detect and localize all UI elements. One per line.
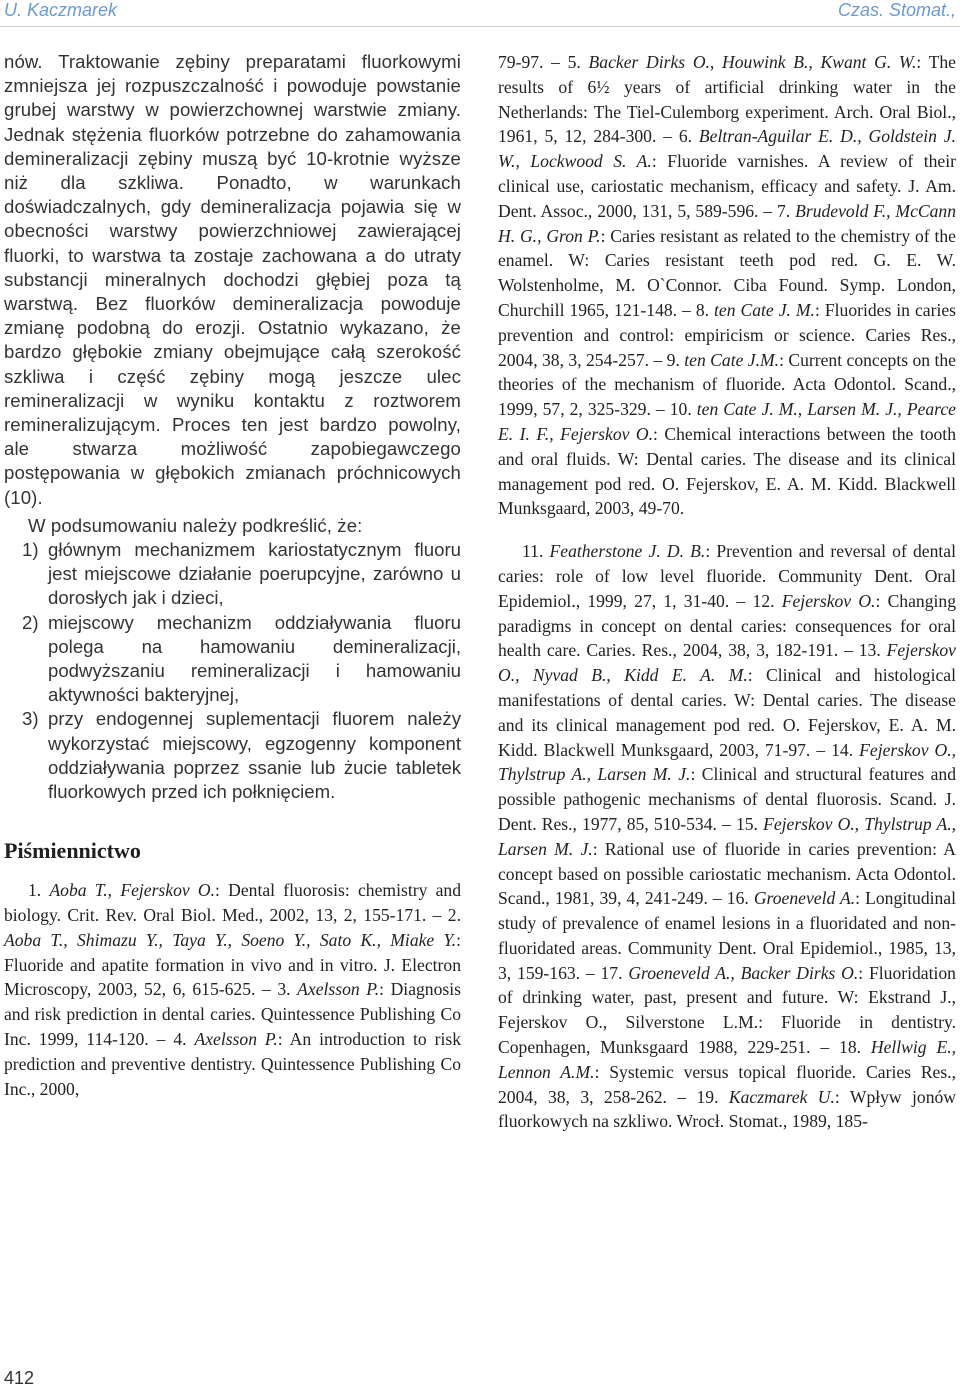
reference-authors: Hellwig E., Lennon A.M. [498,1037,956,1082]
reference-text: : Caries resistant as related to the chemistry of the enamel. W: Caries resistant teeth pod red. G. E. W. Wolstenholme, M. O`Connor. Ciba Found. Symp. London, Churchill 1965, 121-148. – 8. [498,225,956,320]
paragraph-gap [498,521,956,539]
reference-authors: Featherstone J. D. B. [549,541,706,562]
summary-item-3: 3) przy endogennej suplementacji fluorem należy wykorzystać miejscowy, egzogenny komponent oddziaływania poprzez ssanie lub żucie tabletek fluorkowych przed ich połknięciem. [22,708,461,803]
reference-authors: Axelsson P. [297,979,380,1000]
reference-text: 1. [28,880,50,901]
reference-authors: Fejerskov O., Thylstrup A., Larsen M. J. [498,813,956,859]
right-column [498,50,956,1134]
running-header [0,0,960,26]
reference-authors: Groeneveld A. [753,888,856,909]
reference-authors: Backer Dirks O., Houwink B., Kwant G. W. [588,52,917,72]
summary-item-2: 2) miejscowy mechanizm oddziaływania fluoru polega na hamowaniu demineralizacji, podwyższaniu remineralizacji i hamowaniu aktywności bakteryjnej, [22,611,461,706]
reference-authors: ten Cate J. M. [714,299,815,320]
reference-text: : Current concepts on the theories of the mechanism of fluoride. Acta Odontol. Scand., 1999, 57, 2, 325-329. – 10. [498,349,956,420]
reference-text: : Longitudinal study of prevalence of enamel lesions in a fluoridated and non-fluoridated areas. Community Dent. Oral Epidemiol., 1985, 13, 3, 159-163. – 17. [498,888,956,983]
reference-text: : Fluoridation of drinking water, past, present and future. W: Ekstrand J., Fejerskov O., Silverstone L.M.: Fluoride in dentistry. Copenhagen, Munksgaard 1988, 229-251. – 18. [498,962,956,1058]
reference-authors: Aoba T., Fejerskov O. [49,880,216,901]
reference-authors: Fejerskov O., Nyvad B., Kidd E. A. M. [498,640,956,686]
reference-text: : Wpływ jonów fluorkowych na szkliwo. Wrocł. Stomat., 1989, 185- [498,1086,956,1132]
reference-authors: Fejerskov O., Thylstrup A., Larsen M. J. [498,739,957,785]
reference-text: 79-97. – 5. [498,52,589,72]
reference-text: : Diagnosis and risk prediction in dental caries. Quintessence Publishing Co Inc. 1999, 114-120. – 4. [4,979,461,1050]
reference-text: : Clinical and histological manifestations of dental caries. W: Dental caries. The disease and its clinical management pod red. O. Fejerskov, E. A. M. Kidd. Blackwell Munksgaard, 2003, 71-97. – 14. [498,665,956,760]
reference-authors: ten Cate J.M. [684,349,780,370]
reference-authors: Kaczmarek U. [728,1086,835,1107]
reference-text: : Prevention and reversal of dental caries: role of low level fluoride. Community Dent. Oral Epidemiol., 1999, 27, 1, 31-40. – 12. [498,541,956,611]
reference-text: : Fluoride varnishes. A review of their clinical use, cariostatic mechanism, efficacy and safety. J. Am. Dent. Assoc., 2000, 131, 5, 589-596. – 7. [498,151,956,221]
references-block-right-a [498,50,956,521]
reference-text: : Fluoride and apatite formation in vivo and in vitro. J. Electron Microscopy, 2003, 52, 6, 615-625. – 3. [4,929,461,1000]
reference-authors: Beltran-Aguilar E. D., Goldstein J. W., Lockwood S. A. [498,126,956,172]
reference-text: : Fluorides in caries prevention and control: empiricism or science. Caries Res., 2004, 38, 3, 254-257. – 9. [498,299,956,370]
summary-item-1: 1) głównym mechanizmem kariostatycznym fluoru jest miejscowe działanie poerupcyjne, zarówno u dorosłych jak i dzieci, [22,539,461,609]
reference-text: : Systemic versus topical fluoride. Caries Res., 2004, 38, 3, 258-262. – 19. [498,1061,957,1107]
reference-text: : The results of 6½ years of artificial drinking water in the Netherlands: The Tiel-Culemborg experiment. Arch. Oral Biol., 1961, 5, 12, 284-300. – 6. [498,52,956,147]
reference-text: : Chemical interactions between the tooth and oral fluids. W: Dental caries. The disease and its clinical management pod red. O. Fejerskov, E. A. M. Kidd. Blackwell Munksgaard, 2003, 49-70. [498,423,956,519]
page-number: 412 [4,1368,35,1388]
reference-text: : Dental fluorosis: chemistry and biology. Crit. Rev. Oral Biol. Med., 2002, 13, 2, 155-171. – 2. [4,880,462,926]
reference-authors: Brudevold F., McCann H. G., Gron P. [498,200,957,246]
references-block-left [4,878,461,1101]
summary-intro: W podsumowaniu należy podkreślić, że: [28,514,363,536]
reference-text: 11. [522,541,550,562]
summary-list [4,538,461,804]
left-column [4,50,461,1101]
reference-authors: Groeneveld A., Backer Dirks O. [628,962,859,983]
references-heading: Piśmiennictwo [4,838,141,864]
references-block-right-b [498,539,956,1134]
reference-text: : Clinical and structural features and possible pathogenic mechanisms of dental fluorosis. Scand. J. Dent. Res., 1977, 85, 510-534. – 15. [498,764,956,834]
header-divider [0,26,960,27]
reference-authors: Aoba T., Shimazu Y., Taya Y., Soeno Y., Sato K., Miake Y. [4,929,457,950]
reference-text: : An introduction to risk prediction and preventive dentistry. Quintessence Publishing Co Inc., 2000, [4,1029,461,1099]
reference-authors: Axelsson P. [194,1029,278,1050]
body-paragraph: nów. Traktowanie zębiny preparatami fluorkowymi zmniejsza jej rozpuszczalność i powoduje powstanie grubej warstwy w powierzchownej warstwie zmiany. Jednak stężenia fluorków potrzebne do zahamowania demineralizacji zębiny muszą być 10-krotnie wyższe niż dla szkliwa. Ponadto, w warunkach doświadczalnych, gdy demineralizacja pojawia się w obecności warstwy powierzchniowej zawierającej fluorki, to warstwa ta zostaje zachowana a do utraty substancji mineralnych dochodzi głębiej poza tą warstwą. Bez fluorków demineralizacja powoduje zmianę podobną do erozji. Ostatnio wykazano, że bardzo głębokie zmiany obejmujące całą szerokość szkliwa i część zębiny mogą jeszcze ulec remineralizacji w wyniku kontaktu z roztworem remineralizującym. Proces ten jest bardzo powolny, ale stwarza możliwość zapobiegawczego postępowania w głębokich zmianach próchnicowych (10). [4,51,461,508]
header-journal: Czas. Stomat., [837,0,956,20]
reference-authors: ten Cate J. M., Larsen M. J., Pearce E. I. F., Fejerskov O. [498,399,956,444]
reference-authors: Fejerskov O. [781,590,876,611]
reference-text: : Changing paradigms in concept on dental caries: consequences for oral health care. Caries. Res., 2004, 38, 3, 182-191. – 13. [498,590,956,661]
reference-text: : Rational use of fluoride in caries prevention: A concept based on possible cariostatic mechanism. Acta Odontol. Scand., 1981, 39, 4, 241-249. – 16. [498,838,956,909]
header-author: U. Kaczmarek [4,0,118,20]
